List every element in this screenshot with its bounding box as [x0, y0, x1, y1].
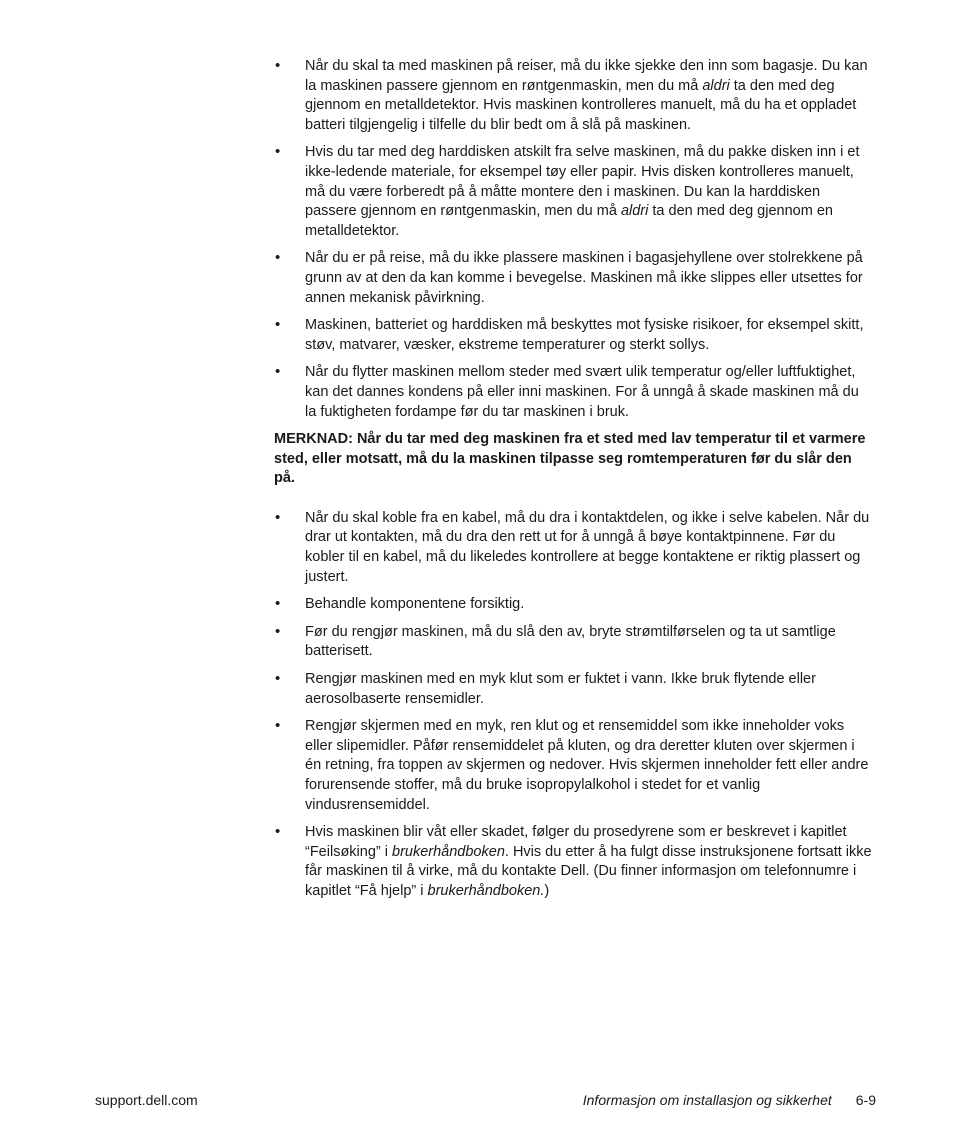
emphasized-text: aldri: [620, 203, 649, 220]
bullet-icon: •: [275, 508, 281, 526]
list-item-text: Når du flytter maskinen mellom steder med svært ulik temperatur og/eller luftfuktighet, kan det dannes kondens på eller inni maskinen. For å unngå å skade maskinen må du la fuktigheten fordampe før du tar maskinen i bruk.: [305, 364, 859, 420]
list-item: [274, 249, 874, 308]
list-item: [274, 595, 874, 615]
bullet-icon: •: [275, 622, 281, 640]
emphasized-text: brukerhåndboken: [392, 843, 505, 860]
page-number: 6-9: [855, 1092, 876, 1108]
list-item-text: Maskinen, batteriet og harddisken må beskyttes mot fysiske risikoer, for eksempel skitt, støv, matvarer, væsker, ekstreme temperaturer og sterkt sollys.: [305, 317, 864, 353]
list-item-text: Hvis maskinen blir våt eller skadet, følger du prosedyrene som er beskrevet i kapitlet “Feilsøking” i: [305, 824, 847, 860]
list-item-text: Når du skal ta med maskinen på reiser, må du ikke sjekke den inn som bagasje. Du kan la maskinen passere gjennom en røntgenmaskin, men du må: [305, 58, 868, 94]
emphasized-text: aldri: [702, 77, 730, 94]
bullet-icon: •: [275, 316, 281, 334]
list-item: [274, 57, 874, 135]
bullet-list-handling: [274, 509, 874, 902]
emphasized-text: brukerhåndboken.: [427, 882, 545, 899]
bullet-icon: •: [275, 143, 281, 161]
list-item-text: Hvis du tar med deg harddisken atskilt fra selve maskinen, må du pakke disken inn i et ikke-ledende materiale, for eksempel tøy eller papir. Hvis disken kontrolleres manuelt, må du være forberedt på å måtte montere den i maskinen. Du kan la harddisken passere gjennom en røntgenmaskin, men du må: [305, 144, 860, 220]
bullet-icon: •: [275, 595, 281, 613]
list-item-text: . Hvis du etter å ha fulgt disse instruksjonene fortsatt ikke får maskinen til å virke, må du kontakte Dell. (Du finner informasjon om telefonnumre i kapitlet “Få hjelp” i: [305, 843, 872, 899]
list-item-text: Når du skal koble fra en kabel, må du dra i kontaktdelen, og ikke i selve kabelen. Når du drar ut kontakten, må du dra den rett ut for å unngå å bøye kontaktpinnene. Før du kobler til en kabel, må du likeledes kontrollere at begge kontaktene er riktig plassert og justert.: [305, 509, 870, 585]
note-temperature: MERKNAD: Når du tar med deg maskinen fra et sted med lav temperatur til et varmere sted, eller motsatt, må du la maskinen tilpasse seg romtemperaturen før du slår den på.: [274, 431, 866, 487]
list-item: [274, 670, 874, 709]
bullet-icon: •: [275, 363, 281, 381]
list-item: [274, 717, 874, 815]
list-item: [274, 363, 874, 422]
page-content: [274, 57, 874, 910]
list-item: [274, 316, 874, 355]
list-item: [274, 623, 874, 662]
footer-site: support.dell.com: [95, 1092, 198, 1108]
list-item: [274, 509, 874, 587]
list-item-text: Før du rengjør maskinen, må du slå den av, bryte strømtilførselen og ta ut samtlige batterisett.: [305, 623, 836, 660]
list-item-text: ): [544, 882, 550, 899]
list-item-text: Rengjør skjermen med en myk, ren klut og et rensemiddel som ikke inneholder voks eller slipemidler. Påfør rensemiddelet på kluten, og dra deretter kluten over skjermen i én retning, fra toppen av skjermen og nedover. Hvis skjermen inneholder fett eller andre forurensende stoffer, må du bruke isopropylalkohol i stedet for et vanlig vindusrensemiddel.: [305, 718, 869, 813]
bullet-list-travel: [274, 57, 874, 422]
list-item-text: ta den med deg gjennom en metalldetektor.: [305, 203, 833, 239]
footer-section-title: Informasjon om installasjon og sikkerhet: [582, 1092, 832, 1108]
bullet-icon: •: [275, 823, 281, 841]
list-item-text: Rengjør maskinen med en myk klut som er fuktet i vann. Ikke bruk flytende eller aerosolbaserte rensemidler.: [305, 671, 816, 707]
footer-right: [583, 1091, 876, 1109]
list-item: [274, 143, 874, 241]
list-item: [274, 823, 874, 901]
bullet-icon: •: [275, 57, 281, 74]
bullet-icon: •: [275, 249, 281, 267]
bullet-icon: •: [275, 670, 281, 688]
bullet-icon: •: [275, 717, 281, 735]
list-item-text: Når du er på reise, må du ikke plassere maskinen i bagasjehyllene over stolrekkene på grunn av at den da kan komme i bevegelse. Maskinen må ikke slippes eller utsettes for annen mekanisk påvirkning.: [305, 250, 863, 306]
list-item-text: Behandle komponentene forsiktig.: [305, 596, 525, 613]
list-item-text: ta den med deg gjennom en metalldetektor. Hvis maskinen kontrolleres manuelt, må du ha et oppladet batteri tilgjengelig i tilfelle du blir bedt om å slå på maskinen.: [305, 77, 857, 133]
